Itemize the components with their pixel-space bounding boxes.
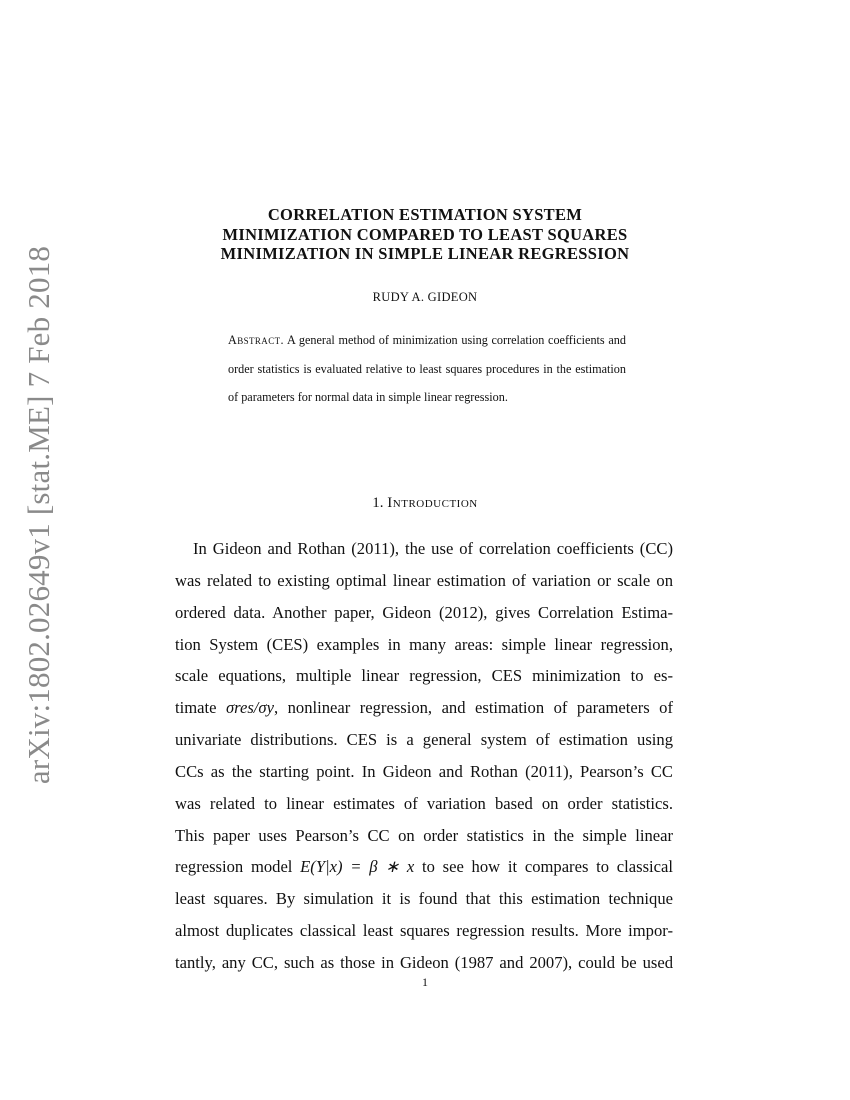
body-line: scale equations, multiple linear regression, CES minimization to es- bbox=[175, 666, 673, 686]
title-line: MINIMIZATION COMPARED TO LEAST SQUARES bbox=[222, 224, 628, 244]
body-line: In Gideon and Rothan (2011), the use of correlation coefficients (CC) bbox=[193, 539, 673, 558]
body-line-with-math bbox=[175, 851, 673, 883]
line-text-after: , nonlinear regression, and estimation of parameters of bbox=[273, 698, 673, 718]
title-line: MINIMIZATION IN SIMPLE LINEAR REGRESSION bbox=[220, 244, 630, 263]
line-text-before: regression model bbox=[175, 857, 293, 877]
body-line: tantly, any CC, such as those in Gideon (1987 and 2007), could be used bbox=[175, 952, 673, 972]
body-line: tion System (CES) examples in many areas: simple linear regression, bbox=[175, 634, 673, 654]
body-line: was related to linear estimates of variation based on order statistics. bbox=[175, 793, 673, 813]
body-paragraph bbox=[175, 533, 673, 979]
section-heading bbox=[150, 495, 700, 512]
abstract bbox=[228, 326, 626, 412]
inline-math-sigma-ratio: σres/σy bbox=[225, 698, 274, 718]
line-text-after: to see how it compares to classical bbox=[421, 857, 674, 877]
arxiv-identifier-stamp bbox=[20, 245, 58, 785]
body-line: CCs as the starting point. In Gideon and Rothan (2011), Pearson’s CC bbox=[175, 761, 673, 781]
section-number: 1. bbox=[372, 495, 384, 511]
inline-math-regression-model: E(Y|x) = β ∗ x bbox=[300, 857, 415, 877]
body-line: This paper uses Pearson’s CC on order statistics in the simple linear bbox=[175, 825, 673, 845]
body-line: almost duplicates classical least squares regression results. More impor- bbox=[175, 921, 673, 941]
section-title: Introduction bbox=[387, 495, 478, 511]
page-number: 1 bbox=[422, 975, 428, 989]
line-text-before: timate bbox=[175, 698, 217, 718]
arxiv-identifier-text: arXiv:1802.02649v1 [stat.ME] 7 Feb 2018 bbox=[21, 245, 57, 785]
paper-title bbox=[150, 205, 700, 264]
author-name: RUDY A. GIDEON bbox=[372, 290, 478, 304]
body-line: ordered data. Another paper, Gideon (2012), gives Correlation Estima- bbox=[175, 602, 673, 622]
body-line: univariate distributions. CES is a general system of estimation using bbox=[175, 730, 673, 750]
title-line: CORRELATION ESTIMATION SYSTEM bbox=[267, 205, 583, 224]
abstract-label: Abstract. bbox=[228, 333, 284, 347]
body-line-with-math bbox=[175, 692, 673, 724]
body-line: least squares. By simulation it is found that this estimation technique bbox=[175, 889, 673, 909]
body-line: was related to existing optimal linear estimation of variation or scale on bbox=[175, 570, 673, 590]
abstract-text: A general method of minimization using correlation coefficients and order statistics is evaluated relative to least squares procedures in the estimation of parameters for normal data in simple linear regression. bbox=[228, 333, 626, 404]
